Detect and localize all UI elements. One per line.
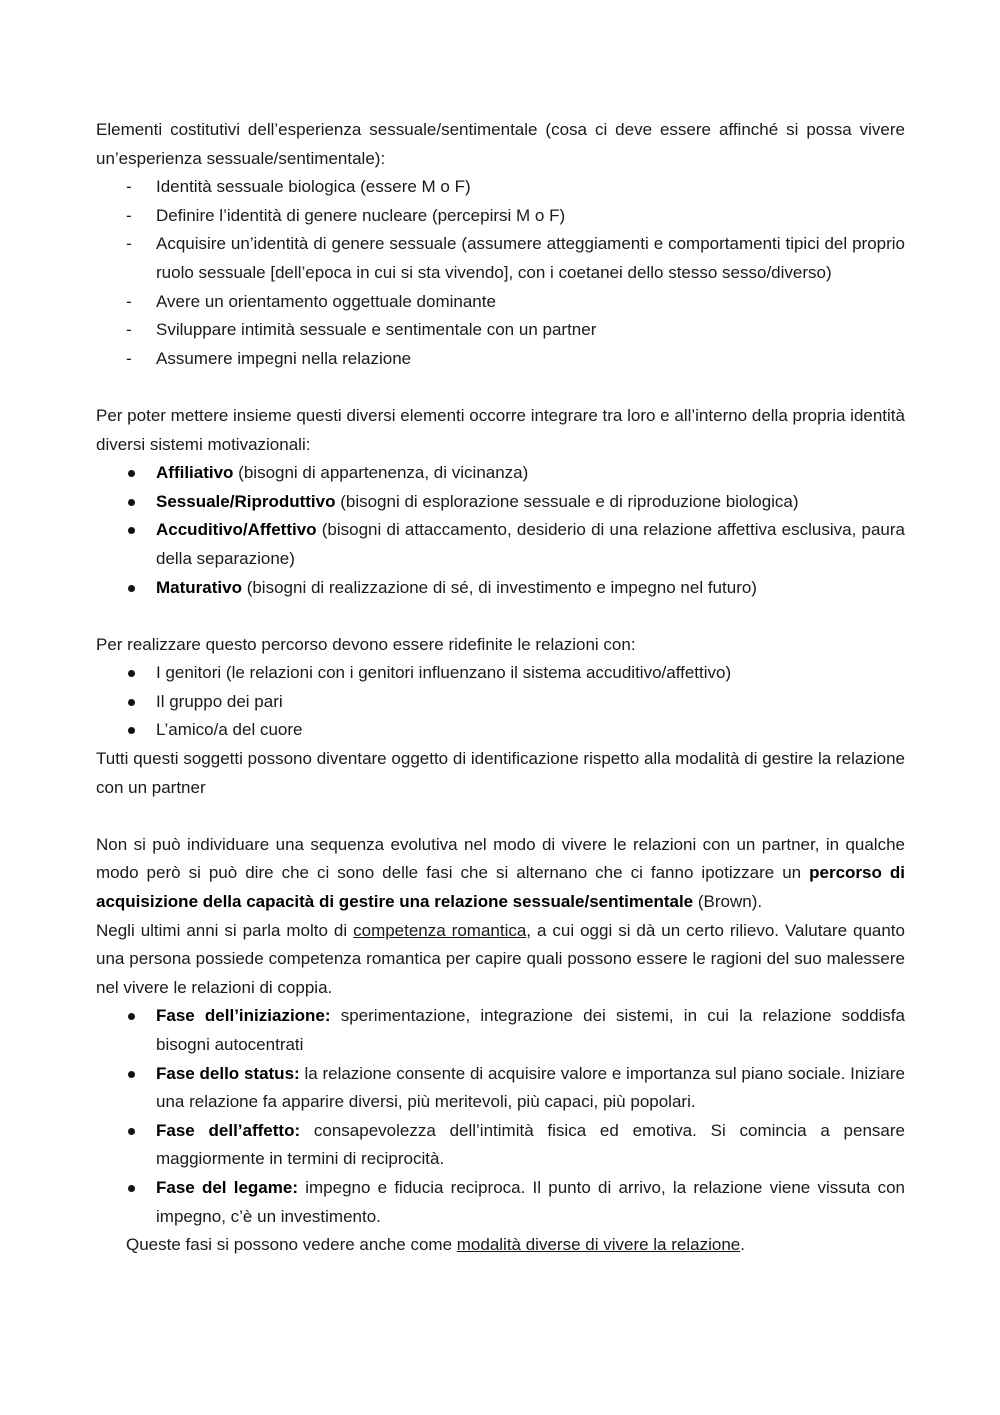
text-run: .	[740, 1235, 745, 1255]
item-text: (bisogni di attaccamento, desiderio di una relazione affettiva esclusiva, paura della separazione)	[156, 520, 905, 568]
text-run: Negli ultimi anni si parla molto di	[96, 920, 354, 940]
list-item	[96, 1060, 905, 1117]
list-item	[96, 516, 905, 573]
item-term: Fase dell’iniziazione:	[156, 1006, 331, 1026]
section4-list	[96, 1002, 905, 1231]
list-item: - Assumere impegni nella relazione	[96, 345, 905, 374]
item-term: Maturativo	[156, 577, 242, 597]
section4-paragraph1	[96, 831, 905, 917]
item-term: Accuditivo/Affettivo	[156, 520, 317, 540]
item-text: (bisogni di esplorazione sessuale e di riproduzione biologica)	[335, 491, 799, 511]
section3-list	[96, 659, 905, 745]
document-page	[96, 116, 905, 1260]
item-text: consapevolezza dell’intimità fisica ed emotiva. Si comincia a pensare maggiormente in termini di reciprocità.	[156, 1120, 905, 1169]
underlined-phrase: modalità diverse di vivere la relazione	[456, 1235, 741, 1255]
item-text: (bisogni di realizzazione di sé, di investimento e impegno nel futuro)	[241, 577, 757, 597]
section2-list	[96, 459, 905, 602]
list-item: Il gruppo dei pari	[96, 688, 905, 717]
text-run: Queste fasi si possono vedere anche come	[126, 1235, 457, 1255]
list-item	[96, 1117, 905, 1174]
section4-paragraph2	[96, 917, 905, 1003]
list-item: - Acquisire un’identità di genere sessuale (assumere atteggiamenti e comportamenti tipici del proprio ruolo sessuale [dell’epoca in cui si sta vivendo], con i coetanei dello stesso sesso/diverso)	[96, 230, 905, 287]
list-item	[96, 574, 905, 603]
list-item: - Sviluppare intimità sessuale e sentimentale con un partner	[96, 316, 905, 345]
list-item	[96, 488, 905, 517]
list-item: - Definire l’identità di genere nucleare (percepirsi M o F)	[96, 202, 905, 231]
list-item: L’amico/a del cuore	[96, 716, 905, 745]
list-item: - Avere un orientamento oggettuale dominante	[96, 288, 905, 317]
list-item: - Identità sessuale biologica (essere M o F)	[96, 173, 905, 202]
item-term: Fase dell’affetto:	[156, 1120, 301, 1140]
text-run: Non si può individuare una sequenza evolutiva nel modo di vivere le relazioni con un partner, in qualche modo però si può dire che ci sono delle fasi che si alternano che ci fanno ipotizzare un	[96, 834, 905, 883]
item-term: Fase dello status:	[156, 1063, 300, 1083]
item-text: impegno e fiducia reciproca. Il punto di arrivo, la relazione viene vissuta con impegno, c’è un investimento.	[156, 1177, 905, 1226]
section3-outro: Tutti questi soggetti possono diventare oggetto di identificazione rispetto alla modalità di gestire la relazione con un partner	[96, 749, 905, 797]
paragraph-gap	[96, 602, 905, 631]
section1-list	[96, 173, 905, 373]
section2-intro: Per poter mettere insieme questi diversi elementi occorre integrare tra loro e all’interno della propria identità diversi sistemi motivazionali:	[96, 405, 905, 454]
item-text: la relazione consente di acquisire valore e importanza sul piano sociale. Iniziare una relazione fa apparire diversi, più meritevoli, più capaci, più popolari.	[156, 1063, 905, 1112]
paragraph-gap	[96, 373, 905, 402]
section4-closing	[96, 1231, 905, 1260]
underlined-phrase: competenza romantica	[353, 920, 527, 940]
item-text: sperimentazione, integrazione dei sistemi, in cui la relazione soddisfa bisogni autocentrati	[156, 1006, 905, 1054]
item-text: (bisogni di appartenenza, di vicinanza)	[233, 463, 529, 483]
text-run: , a cui oggi si dà un certo rilievo. Valutare quanto una persona possiede competenza romantica per capire quali possono essere le ragioni del suo malessere nel vivere le relazioni di coppia.	[96, 920, 905, 997]
item-term: Sessuale/Riproduttivo	[156, 491, 336, 511]
list-item	[96, 1174, 905, 1231]
item-term: Fase del legame:	[156, 1177, 298, 1197]
bold-phrase: percorso di acquisizione della capacità di gestire una relazione sessuale/sentimentale	[96, 863, 905, 912]
item-term: Affiliativo	[156, 463, 234, 483]
section3-intro: Per realizzare questo percorso devono essere ridefinite le relazioni con:	[96, 634, 636, 654]
list-item	[96, 459, 905, 488]
section1-intro: Elementi costitutivi dell’esperienza sessuale/sentimentale (cosa ci deve essere affinché si possa vivere un’esperienza sessuale/sentimentale):	[96, 120, 905, 168]
text-run: (Brown).	[693, 892, 763, 912]
paragraph-gap	[96, 802, 905, 831]
list-item	[96, 1002, 905, 1059]
list-item: I genitori (le relazioni con i genitori influenzano il sistema accuditivo/affettivo)	[96, 659, 905, 688]
